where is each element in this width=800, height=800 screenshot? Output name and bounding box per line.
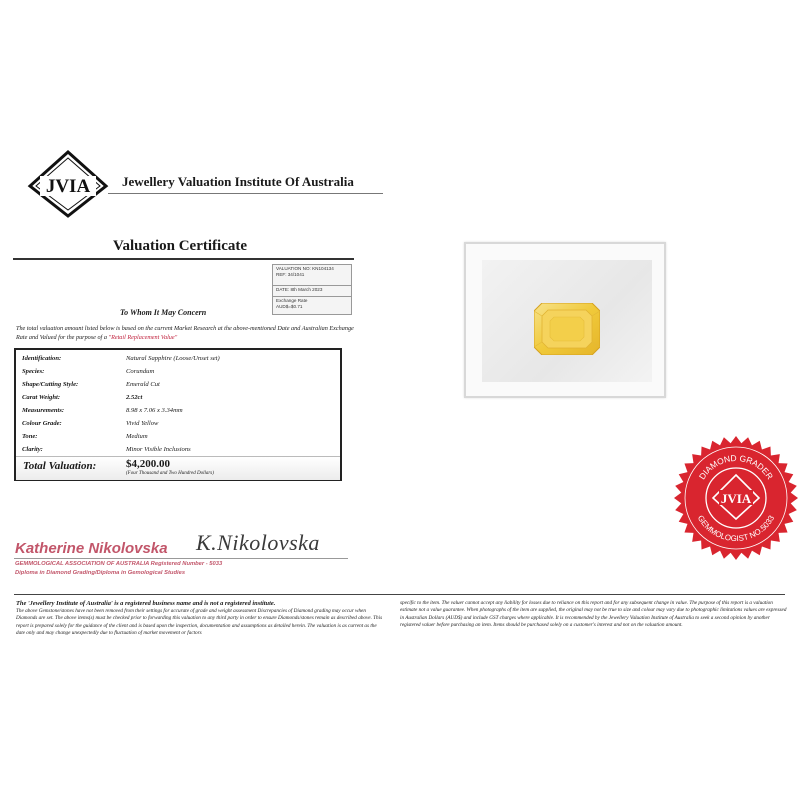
seal-bottom-text: GEMMOLOGIST NO.5033 (695, 513, 777, 544)
exchange-rate-value: AUD$=$0.71 (276, 304, 303, 309)
diploma-credentials: Diploma in Diamond Grading/Diploma in Gemological Studies (15, 570, 186, 576)
disclaimer-left (16, 599, 384, 638)
details-table (14, 348, 342, 481)
institute-name: Jewellery Valuation Institute Of Australia (122, 174, 354, 189)
jvia-logo (26, 150, 110, 220)
reference-number: REF: 34/1041 (276, 272, 305, 277)
detail-label: Tone: (22, 433, 38, 440)
certificate-title: Valuation Certificate (113, 238, 248, 254)
footer-divider (14, 594, 785, 595)
signatory-name: Katherine Nikolovska (15, 540, 168, 557)
gem-photo-frame (464, 242, 666, 398)
detail-label: Colour Grade: (22, 420, 62, 427)
gemstone-image (534, 303, 600, 355)
gemmologist-seal (673, 435, 799, 561)
disclaimer-right: specific to the item. The valuer cannot accept any liability for losses due to reliance on this report and for any subsequent change in value. The purpose of this report is a valuation estimate not a value guarantee. When photographs of the item are supplied, the original may not be true to size and colour may vary due to photographic limitations values are expressed in Australian Dollars (AUD$) and include GST charges where applicable. It is recommended by the Jewellery Valuation Institute of Australia to seek a second opinion by another registered valuer before purchasing an item. Items should be purchased solely on a customer's interest and not on the valuation amount. (400, 600, 787, 629)
detail-value: Corundum (126, 368, 155, 375)
detail-value: Emerald Cut (126, 381, 160, 388)
detail-value: Vivid Yellow (126, 420, 159, 427)
total-valuation-row (16, 456, 340, 480)
signature: K.Nikolovska (196, 530, 320, 555)
detail-value: Medium (126, 433, 148, 440)
detail-label: Shape/Cutting Style: (22, 381, 79, 388)
detail-label: Species: (22, 368, 45, 375)
detail-value: 2.52ct (126, 394, 143, 401)
valuation-number: VALUATION NO: KN104134 (276, 266, 334, 271)
total-valuation-words: (Four Thousand and Two Hundred Dollars) (126, 471, 214, 476)
gem-photo (482, 260, 652, 382)
signature-divider (14, 558, 348, 559)
total-valuation-label: Total Valuation: (23, 460, 97, 472)
exchange-rate-label: Exchange Rate (276, 298, 308, 303)
valuation-date: DATE: 8th March 2023 (276, 287, 323, 292)
detail-value: Natural Sapphire (Loose/Unset set) (126, 355, 220, 362)
retail-replacement-value: "Retail Replacement Value" (108, 333, 178, 341)
detail-value: 8.98 x 7.06 x 3.34mm (126, 407, 183, 414)
seal-top-text: DIAMOND GRADER (696, 452, 776, 482)
total-valuation-amount: $4,200.00 (126, 458, 170, 470)
seal-logo-text: JVIA (720, 491, 752, 506)
detail-label: Measurements: (22, 407, 65, 414)
title-divider (13, 258, 354, 260)
header-divider (108, 193, 383, 194)
intro-text: The total valuation amount listed below is based on the current Market Research at the above-mentioned Date and Australian Exchange Rate and Valued for the purpose of a (16, 325, 354, 341)
disclaimer-lead: The 'Jewellery Institute of Australia' is a registered business name and is not a registered institute. (16, 600, 276, 607)
detail-value: Minor Visible Inclusions (126, 446, 191, 453)
detail-label: Clarity: (22, 446, 43, 453)
intro-paragraph (16, 325, 356, 342)
disclaimer-left-text: The above Gemstone/stones have not been removed from their settings for accurate of grade and weight assessment Discrepancies of Diamond grading may occur when Diamonds are set. The above items(s) must be checked prior to forwarding this valuation to any third party in order to ensure Diamonds/stones remain as described above. This report is prepared solely for the guidance of the client and is based upon the inspection, documentation and assumptions as detailed herein. The valuation is as current as the date only and may change unexpectedly due to fluctuation of market movement or factors (16, 608, 383, 637)
detail-label: Carat Weight: (22, 394, 61, 401)
salutation: To Whom It May Concern (120, 308, 207, 317)
exchange-rate-box (272, 296, 352, 315)
logo-text: JVIA (45, 176, 91, 197)
detail-label: Identification: (22, 355, 62, 362)
association-registration: GEMMOLOGICAL ASSOCIATION OF AUSTRALIA Registered Number - 5033 (15, 561, 223, 567)
